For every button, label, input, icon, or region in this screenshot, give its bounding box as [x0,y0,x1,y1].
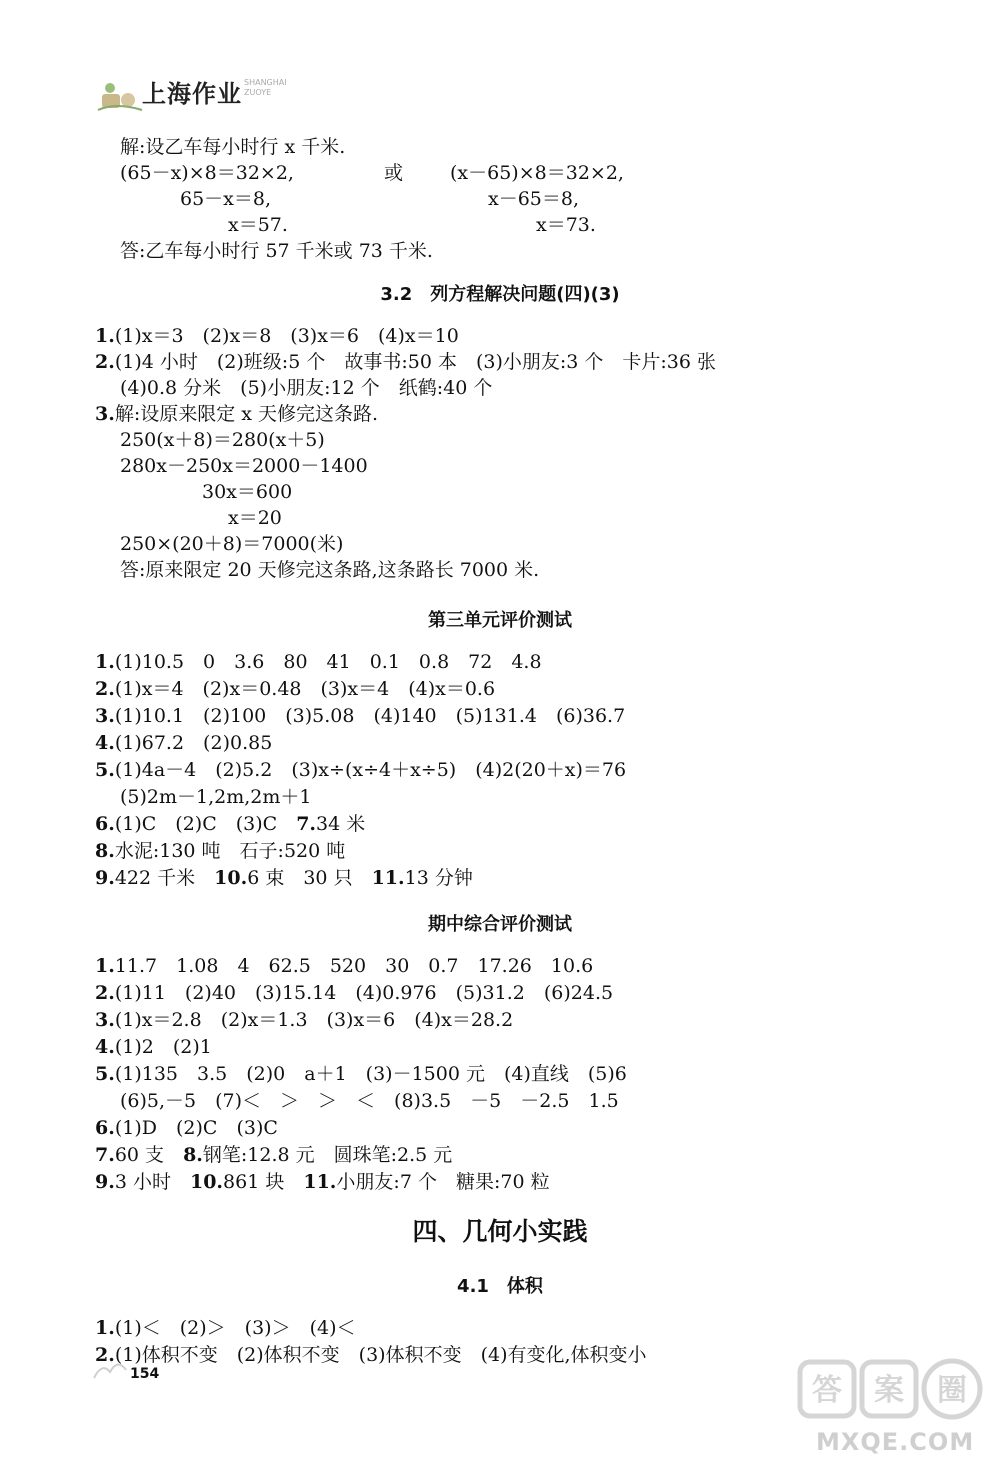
question-number: 9. [95,867,115,889]
question-number: 1. [95,955,115,977]
solution-line: x＝73. [536,214,596,236]
solution-line: (x－65)×8＝32×2, [450,162,624,184]
answer-text: 6 束 30 只 [247,867,372,889]
solution-line: 解:设乙车每小时行 x 千米. [120,136,346,158]
answer-line: 250×(20＋8)＝7000(米) [120,533,344,555]
answer-line [95,839,345,863]
answer-line [95,812,365,836]
answer-line [95,1343,647,1367]
answer-line [95,677,495,701]
question-number: 4. [95,732,115,754]
question-number: 6. [95,813,115,835]
question-number: 10. [214,867,248,889]
answer-text: (1)＜ (2)＞ (3)＞ (4)＜ [114,1317,356,1339]
question-number: 6. [95,1117,115,1139]
question-number: 2. [95,982,115,1004]
answer-text: (1)D (2)C (3)C [114,1117,278,1139]
svg-text:圈: 圈 [937,1373,967,1408]
answer-text: 水泥:130 吨 石子:520 吨 [114,840,346,862]
question-number: 11. [371,867,405,889]
answer-line: (6)5,－5 (7)＜ ＞ ＞ ＜ (8)3.5 －5 －2.5 1.5 [120,1090,619,1112]
question-number: 8. [183,1144,203,1166]
logo-subtitle: SHANGHAI ZUOYE [244,78,287,97]
answer-text: 小朋友:7 个 糖果:70 粒 [336,1171,550,1193]
answer-text: (1)x＝3 (2)x＝8 (3)x＝6 (4)x＝10 [114,325,459,347]
chapter-title: 四、几何小实践 [412,1217,588,1246]
page-decoration-icon [92,1352,128,1382]
question-number: 1. [95,325,115,347]
answer-text: (1)C (2)C (3)C [114,813,297,835]
answer-text: (1)x＝2.8 (2)x＝1.3 (3)x＝6 (4)x＝28.2 [114,1009,514,1031]
question-number: 9. [95,1171,115,1193]
answer-line [95,1170,550,1194]
answer-line [95,1035,212,1059]
section-title-midterm: 期中综合评价测试 [428,914,572,935]
answer-line: (5)2m－1,2m,2m＋1 [120,786,312,808]
answer-line: (4)0.8 分米 (5)小朋友:12 个 纸鹤:40 个 [120,377,493,399]
answer-line [95,981,613,1005]
answer-line [95,866,473,890]
answer-line [95,731,272,755]
answer-text: (1)2 (2)1 [114,1036,212,1058]
solution-line: 或 [384,162,404,184]
logo-text: 上海作业 [142,80,242,108]
answer-text: (1)x＝4 (2)x＝0.48 (3)x＝4 (4)x＝0.6 [114,678,496,700]
answer-text: 解:设原来限定 x 天修完这条路. [114,403,379,425]
answer-text: 422 千米 [114,867,215,889]
question-number: 3. [95,705,115,727]
question-number: 11. [303,1171,337,1193]
answer-text: (1)4a－4 (2)5.2 (3)x÷(x÷4＋x÷5) (4)2(20＋x)＝76 [114,759,627,781]
answer-line: 答:原来限定 20 天修完这条路,这条路长 7000 米. [120,559,540,581]
question-number: 3. [95,1009,115,1031]
section-title-unit3: 第三单元评价测试 [428,610,572,631]
question-number: 7. [95,1144,115,1166]
logo-illustration-icon [96,78,144,112]
solution-line: x＝57. [228,214,288,236]
solution-line: (65－x)×8＝32×2, [120,162,294,184]
question-number: 2. [95,678,115,700]
answer-text: (1)10.5 0 3.6 80 41 0.1 0.8 72 4.8 [114,651,542,673]
answer-text: 3 小时 [114,1171,190,1193]
answer-line [95,402,378,426]
solution-answer: 答:乙车每小时行 57 千米或 73 千米. [120,240,433,262]
question-number: 2. [95,351,115,373]
question-number: 7. [296,813,317,835]
section-title-3-2: 3.2 列方程解决问题(四)(3) [380,284,620,305]
watermark-logo-icon [796,1354,986,1428]
answer-text: 861 块 [223,1171,304,1193]
answer-line [95,1116,278,1140]
answer-text: 钢笔:12.8 元 圆珠笔:2.5 元 [202,1144,453,1166]
watermark-url: MXQE.COM [816,1428,975,1456]
answer-text: (1)135 3.5 (2)0 a＋1 (3)－1500 元 (4)直线 (5)6 [114,1063,627,1085]
answer-line: 30x＝600 [202,481,293,503]
answer-line: 280x－250x＝2000－1400 [120,455,368,477]
answer-line [95,650,542,674]
page-number: 154 [130,1366,160,1382]
answer-line [95,954,593,978]
answer-text: (1)体积不变 (2)体积不变 (3)体积不变 (4)有变化,体积变小 [114,1344,647,1366]
solution-line: 65－x＝8, [180,188,272,210]
answer-line [95,1143,452,1167]
answer-text: (1)11 (2)40 (3)15.14 (4)0.976 (5)31.2 (6)24.5 [114,982,614,1004]
question-number: 2. [95,1344,115,1366]
question-number: 1. [95,651,115,673]
answer-text: 60 支 [114,1144,184,1166]
answer-text: (1)4 小时 (2)班级:5 个 故事书:50 本 (3)小朋友:3 个 卡片:36 张 [114,351,717,373]
answer-text: (1)10.1 (2)100 (3)5.08 (4)140 (5)131.4 (6)36.7 [114,705,626,727]
question-number: 8. [95,840,115,862]
answer-text: 11.7 1.08 4 62.5 520 30 0.7 17.26 10.6 [114,955,594,977]
answer-line [95,758,626,782]
watermark [796,1354,986,1464]
answer-line: 250(x＋8)＝280(x＋5) [120,429,325,451]
question-number: 5. [95,759,115,781]
answer-line [95,704,625,728]
question-number: 3. [95,403,115,425]
answer-text: 34 米 [316,813,366,835]
question-number: 4. [95,1036,115,1058]
svg-text:答: 答 [812,1373,842,1408]
question-number: 10. [189,1171,224,1193]
svg-text:案: 案 [874,1373,904,1408]
answer-line [95,1062,627,1086]
answer-line [95,350,716,374]
solution-line: x－65＝8, [488,188,580,210]
answer-line [95,324,459,348]
header-logo [96,72,326,116]
answer-line [95,1008,513,1032]
answer-line [95,1316,356,1340]
question-number: 5. [95,1063,115,1085]
section-title-4-1: 4.1 体积 [457,1276,543,1297]
answer-line: x＝20 [228,507,282,529]
question-number: 1. [95,1317,115,1339]
answer-text: (1)67.2 (2)0.85 [114,732,273,754]
answer-text: 13 分钟 [404,867,473,889]
